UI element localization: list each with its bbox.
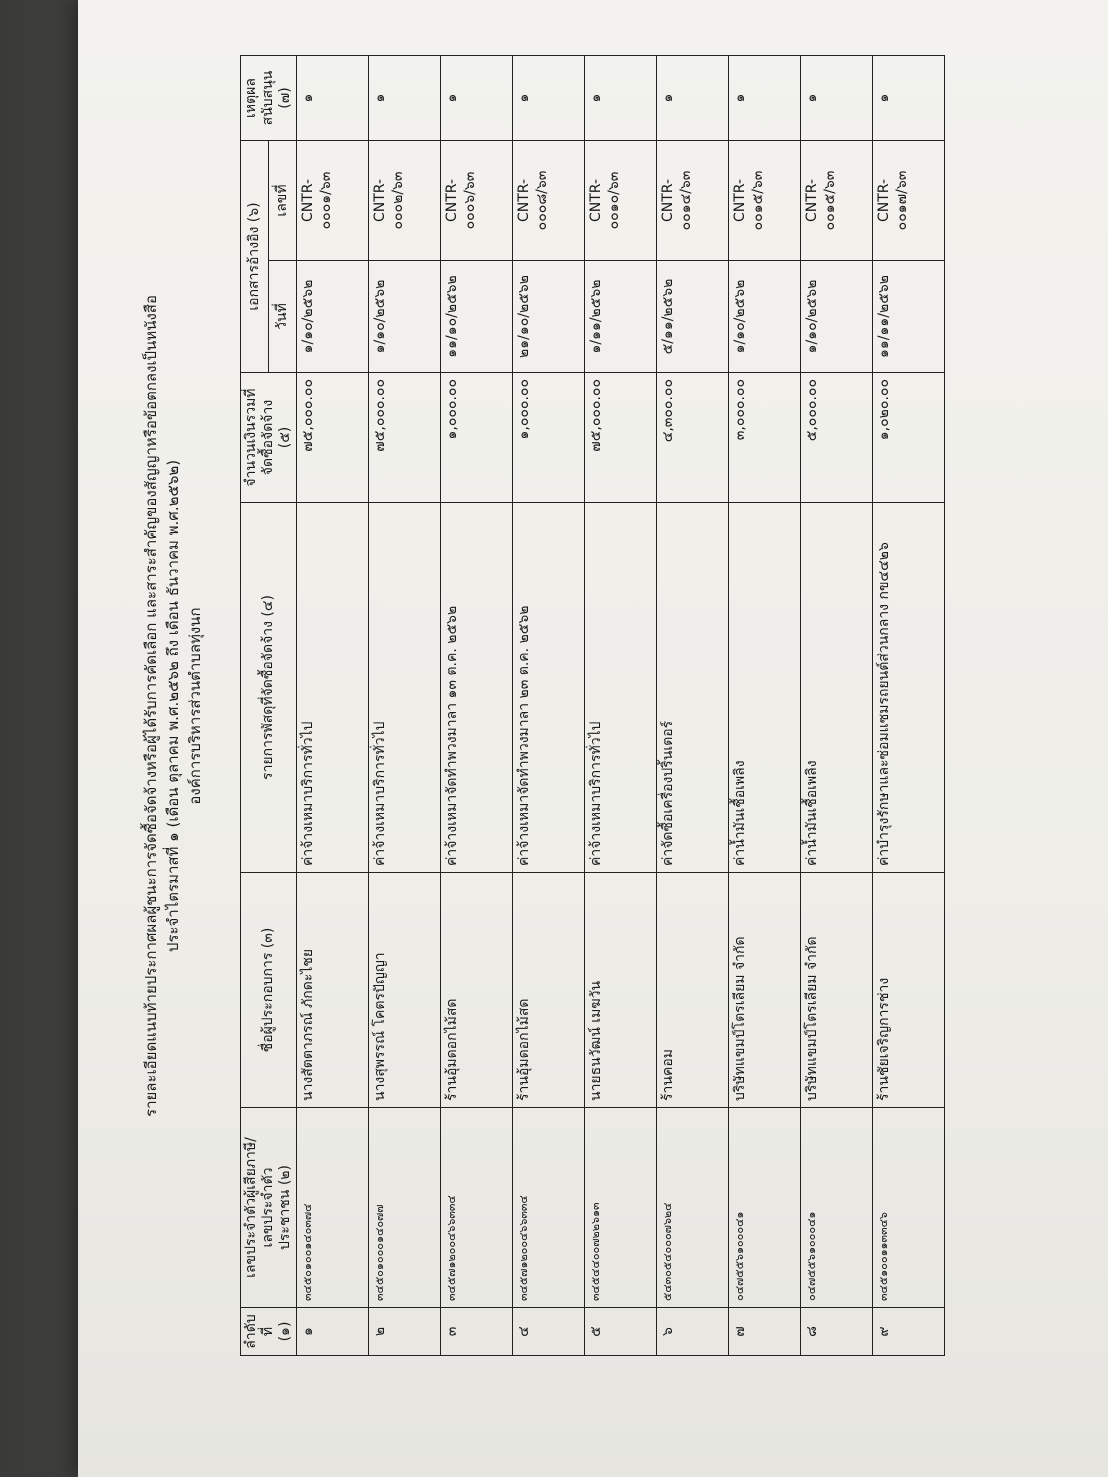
table-row (657, 56, 729, 1356)
cell-vendor: บริษัทแขมป์โตรเลียม จำกัด (729, 873, 801, 1108)
header-item: รายการพัสดุที่จัดซื้อจัดจ้าง (๔) (241, 503, 297, 873)
cell-item: ค่าน้ำมันเชื้อเพลิง (801, 503, 873, 873)
cell-no: ๔ (513, 1308, 585, 1356)
cell-ref-date: ๑/๑๐/๒๕๖๒ (297, 261, 369, 373)
header-amount: จำนวนเงินรวมที่ จัดซื้อจัดจ้าง (๕) (241, 373, 297, 503)
cell-reason: ๑ (369, 56, 441, 141)
ref-no-prefix: CNTR- (732, 179, 748, 223)
cell-no: ๓ (441, 1308, 513, 1356)
header-ref-date: วันที่ (269, 261, 297, 373)
cell-ref-date: ๕/๑๑/๒๕๖๒ (657, 261, 729, 373)
cell-ref-no (369, 141, 441, 261)
cell-vendor: บริษัทแขมป์โตรเลียม จำกัด (801, 873, 873, 1108)
cell-taxid: ๐๔๗๕๕๖๑๐๐๐๔๑ (801, 1108, 873, 1308)
cell-amount: ๗๕,๐๐๐.๐๐ (369, 373, 441, 503)
ref-no-prefix: CNTR- (372, 179, 388, 223)
cell-no: ๗ (729, 1308, 801, 1356)
cell-ref-no (729, 141, 801, 261)
cell-vendor: ร้านอุ้มดอกไม้สด (513, 873, 585, 1108)
table-body (297, 56, 945, 1356)
cell-vendor: ร้านคอม (657, 873, 729, 1108)
document-title: รายละเอียดแนบท้ายประกาศผลผู้ชนะการจัดซื้อจัดจ้างหรือผู้ได้รับการคัดเลือก และสาระสำคัญของสัญญาหรือข้อตกลงเป็นหนังสือ (142, 295, 160, 1117)
cell-item: ค่าจ้างเหมาจัดทำพวงมาลา ๑๓ ต.ค. ๒๕๖๒ (441, 503, 513, 873)
cell-amount: ๑,๐๐๐.๐๐ (513, 373, 585, 503)
cell-item: ค่าจ้างเหมาจัดทำพวงมาลา ๒๓ ต.ค. ๒๕๖๒ (513, 503, 585, 873)
header-reason: เหตุผล สนับสนุน (๗) (241, 56, 297, 141)
cell-vendor: นายธนวัฒน์ เมฆวัน (585, 873, 657, 1108)
cell-ref-date: ๑/๑๐/๒๕๖๒ (801, 261, 873, 373)
cell-taxid: ๐๔๗๕๕๖๑๐๐๐๔๑ (729, 1108, 801, 1308)
cell-ref-date: ๑/๑๑/๒๕๖๒ (585, 261, 657, 373)
cell-ref-date: ๑๑/๑๑/๒๕๖๒ (873, 261, 945, 373)
cell-taxid: ๕๔๓๐๕๔๐๐๐๗๖๒๔ (657, 1108, 729, 1308)
table-row (873, 56, 945, 1356)
ref-no-prefix: CNTR- (444, 179, 460, 223)
cell-ref-date: ๑/๑๐/๒๕๖๒ (369, 261, 441, 373)
cell-vendor: ร้านอุ้มดอกไม้สด (441, 873, 513, 1108)
cell-ref-no (585, 141, 657, 261)
cell-taxid: ๓๔๕๔๔๐๐๗๒๒๖๑๓ (585, 1108, 657, 1308)
cell-amount: ๗๕,๐๐๐.๐๐ (585, 373, 657, 503)
ref-no-number: ๐๐๐๖/๖๓ (462, 171, 478, 230)
ref-no-prefix: CNTR- (588, 179, 604, 223)
cell-item: ค่าจ้างเหมาบริการทั่วไป (297, 503, 369, 873)
cell-no: ๒ (369, 1308, 441, 1356)
cell-ref-date: ๒๑/๑๐/๒๕๖๒ (513, 261, 585, 373)
ref-no-number: ๐๐๐๘/๖๓ (534, 170, 550, 231)
cell-amount: ๓,๐๐๐.๐๐ (729, 373, 801, 503)
table-row (441, 56, 513, 1356)
table-row (585, 56, 657, 1356)
cell-no: ๑ (297, 1308, 369, 1356)
ref-no-number: ๐๐๑๕/๖๓ (822, 170, 838, 231)
cell-ref-no (657, 141, 729, 261)
cell-ref-no (441, 141, 513, 261)
ref-no-prefix: CNTR- (876, 179, 892, 223)
cell-reason: ๑ (585, 56, 657, 141)
ref-no-number: ๐๐๑๗/๖๓ (894, 170, 910, 231)
header-ref-group: เอกสารอ้างอิง (๖) (241, 141, 269, 373)
cell-item: ค่าจ้างเหมาบริการทั่วไป (369, 503, 441, 873)
cell-ref-no (801, 141, 873, 261)
header-ref-no: เลขที่ (269, 141, 297, 261)
header-vendor: ชื่อผู้ประกอบการ (๓) (241, 873, 297, 1108)
document-agency: องค์การบริหารส่วนตำบลทุ่งนก (186, 607, 204, 805)
ref-no-prefix: CNTR- (660, 179, 676, 223)
cell-no: ๙ (873, 1308, 945, 1356)
table-header-row (241, 56, 269, 1356)
cell-amount: ๑,๐๐๐.๐๐ (441, 373, 513, 503)
cell-taxid: ๓๔๕๐๑๐๐๐๑๔๐๗๗ (369, 1108, 441, 1308)
cell-amount: ๔,๓๐๐.๐๐ (657, 373, 729, 503)
document-period: ประจำไตรมาสที่ ๑ (เดือน ตุลาคม พ.ศ.๒๕๖๒ ถึง เดือน ธันวาคม พ.ศ.๒๕๖๒) (164, 459, 182, 953)
ref-no-number: ๐๐๑๔/๖๓ (678, 170, 694, 231)
ref-no-prefix: CNTR- (516, 179, 532, 223)
cell-ref-date: ๑/๑๐/๒๕๖๒ (729, 261, 801, 373)
table-row (297, 56, 369, 1356)
cell-no: ๖ (657, 1308, 729, 1356)
document-header (140, 41, 240, 1371)
rotated-document (140, 41, 915, 1371)
cell-no: ๘ (801, 1308, 873, 1356)
cell-item: ค่าน้ำมันเชื้อเพลิง (729, 503, 801, 873)
cell-taxid: ๓๔๕๗๑๒๐๐๔๖๖๓๓๔ (513, 1108, 585, 1308)
cell-taxid: ๓๔๕๐๑๐๐๑๔๐๓๗๔ (297, 1108, 369, 1308)
cell-vendor: นางสุพรรณ์ โคตรปัญญา (369, 873, 441, 1108)
table-row (801, 56, 873, 1356)
ref-no-prefix: CNTR- (300, 179, 316, 223)
cell-vendor: ร้านชัยเจริญการช่าง (873, 873, 945, 1108)
ref-no-number: ๐๐๑๕/๖๓ (750, 170, 766, 231)
cell-reason: ๑ (657, 56, 729, 141)
header-taxid: เลขประจำตัวผู้เสียภาษี/ เลขประจำตัว ประชาชน (๒) (241, 1108, 297, 1308)
cell-reason: ๑ (513, 56, 585, 141)
cell-amount: ๗๕,๐๐๐.๐๐ (297, 373, 369, 503)
header-no: ลำดับที่ (๑) (241, 1308, 297, 1356)
cell-item: ค่าจ้างเหมาบริการทั่วไป (585, 503, 657, 873)
cell-reason: ๑ (801, 56, 873, 141)
ref-no-number: ๐๐๐๑/๖๓ (318, 171, 334, 230)
cell-reason: ๑ (873, 56, 945, 141)
cell-reason: ๑ (729, 56, 801, 141)
cell-amount: ๕,๐๐๐.๐๐ (801, 373, 873, 503)
cell-no: ๕ (585, 1308, 657, 1356)
cell-ref-no (513, 141, 585, 261)
table-row (513, 56, 585, 1356)
cell-taxid: ๓๔๕๗๑๒๐๐๔๖๖๓๓๔ (441, 1108, 513, 1308)
cell-ref-date: ๑๑/๑๐/๒๕๖๒ (441, 261, 513, 373)
cell-vendor: นางสัตตาภรณ์ ภักดะไชย (297, 873, 369, 1108)
cell-taxid: ๓๔๕๑๐๐๑๑๓๓๔๖ (873, 1108, 945, 1308)
cell-reason: ๑ (441, 56, 513, 141)
ref-no-number: ๐๐๑๐/๖๓ (606, 171, 622, 230)
cell-item: ค่าจัดซื้อเครื่องปริ้นเตอร์ (657, 503, 729, 873)
cell-item: ค่าบำรุงรักษาและซ่อมแซมรถยนต์ส่วนกลาง กข๔๔๒๖ (873, 503, 945, 873)
table-row (369, 56, 441, 1356)
cell-amount: ๑,๐๒๐.๐๐ (873, 373, 945, 503)
cell-reason: ๑ (297, 56, 369, 141)
cell-ref-no (297, 141, 369, 261)
cell-ref-no (873, 141, 945, 261)
ref-no-number: ๐๐๐๒/๖๓ (390, 171, 406, 230)
procurement-table (240, 55, 945, 1356)
table-row (729, 56, 801, 1356)
ref-no-prefix: CNTR- (804, 179, 820, 223)
